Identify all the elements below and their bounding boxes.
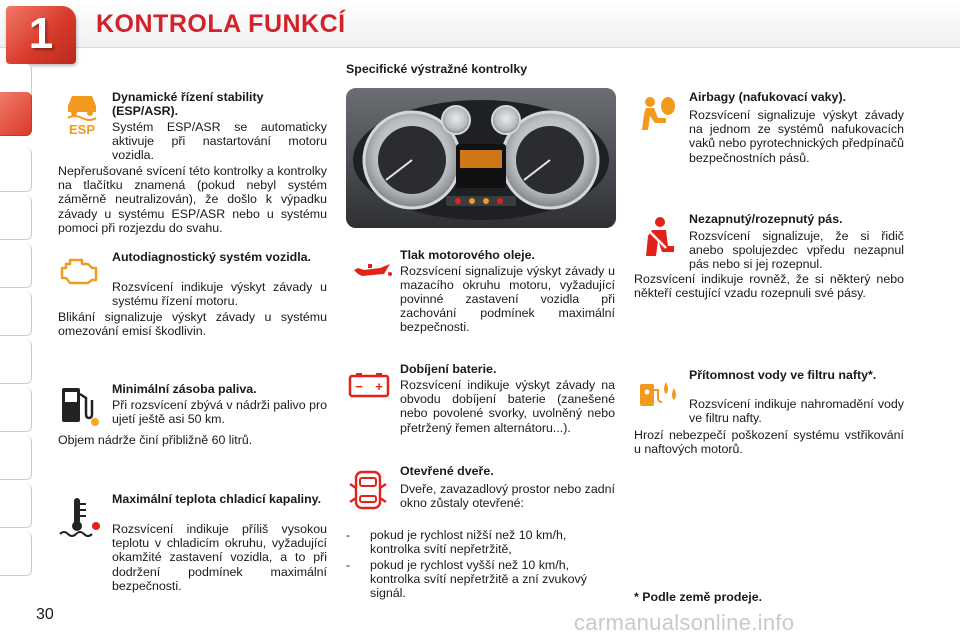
autodiag-text-2: Blikání signalizuje výskyt závady u systému omezování emisí škodlivin. — [58, 310, 327, 339]
water-in-fuel-icon — [636, 372, 680, 412]
doors-bullet-2: - — [346, 558, 351, 572]
coolant-temperature-icon — [58, 496, 102, 540]
oil-can-icon — [350, 258, 394, 280]
doors-item-1: pokud je rychlost nižší než 10 km/h, kontrolka svítí nepřetržitě, — [370, 528, 567, 557]
fuel-text: Při rozsvícení zbývá v nádrži palivo pro ujetí ještě asi 50 km. — [112, 398, 327, 427]
rail-tab[interactable] — [0, 532, 32, 576]
coolant-title: Maximální teplota chladicí kapaliny. — [112, 492, 322, 506]
fuel-pump-icon — [58, 384, 102, 428]
battery-minus-glyph: − — [355, 379, 363, 394]
watermark: carmanualsonline.info — [574, 610, 795, 635]
battery-icon — [348, 372, 390, 398]
battery-plus-glyph: + — [375, 379, 383, 394]
rail-tab[interactable] — [0, 244, 32, 288]
rail-tab[interactable] — [0, 148, 32, 192]
airbag-title: Airbagy (nafukovací vaky). — [689, 90, 847, 104]
autodiag-title: Autodiagnostický systém vozidla. — [112, 250, 311, 264]
airbag-icon — [636, 94, 678, 136]
rail-tab[interactable] — [0, 484, 32, 528]
fuel-text-2: Objem nádrže činí přibližně 60 litrů. — [58, 433, 253, 447]
water-text-2: Hrozí nebezpečí poškození systému vstřikování u naftových motorů. — [634, 428, 904, 457]
belt-title: Nezapnutý/rozepnutý pás. — [689, 212, 843, 226]
chapter-number: 1 — [28, 9, 54, 58]
battery-text: Rozsvícení indikuje výskyt závady na obvodu dobíjení baterie (zanešené nebo povolené svorky, uvolněný nebo přetržený řemen alternátoru...). — [400, 378, 615, 435]
page-title: KONTROLA FUNKCÍ — [96, 10, 346, 38]
belt-text-2: Rozsvícení indikuje rovněž, že si některý nebo někteří cestující vzadu rozepnuli své pásy. — [634, 272, 904, 301]
seat-belt-icon — [638, 216, 678, 260]
door-open-icon — [348, 468, 388, 512]
footnote: * Podle země prodeje. — [634, 590, 763, 604]
rail-tab[interactable] — [0, 292, 32, 336]
doors-title: Otevřené dveře. — [400, 464, 494, 478]
rail-tab-active[interactable] — [0, 92, 32, 136]
doors-bullet-1: - — [346, 528, 351, 542]
oil-text: Rozsvícení signalizuje výskyt závady u mazacího okruhu motoru, vyžadující povinné zastavení vozidla při zachování podmínek maximální bezpečnosti. — [400, 264, 615, 334]
chapter-tab-rail — [0, 64, 34, 624]
rail-tab[interactable] — [0, 388, 32, 432]
rail-tab[interactable] — [0, 196, 32, 240]
water-title: Přítomnost vody ve filtru nafty*. — [689, 368, 877, 382]
belt-text: Rozsvícení signalizuje, že si řidič anebo spolujezdec vpředu nezapnul pás nebo si jej rozepnul. — [689, 229, 904, 272]
oil-title: Tlak motorového oleje. — [400, 248, 535, 262]
esp-icon — [62, 92, 102, 136]
esp-text: Systém ESP/ASR se automaticky aktivuje při nastartování motoru vozidla. — [112, 120, 327, 163]
autodiag-text: Rozsvícení indikuje výskyt závady u systému řízení motoru. — [112, 280, 327, 309]
coolant-text: Rozsvícení indikuje příliš vysokou teplotu v chladicím okruhu, vyžadující okamžité zastavení vozidla, a to při dodržení podmínek maximální bezpečnosti. — [112, 522, 327, 593]
doors-item-2: pokud je rychlost vyšší než 10 km/h, kontrolka svítí nepřetržitě a zní zvukový signál. — [370, 558, 587, 601]
section-heading: Specifické výstražné kontrolky — [346, 62, 528, 76]
airbag-text: Rozsvícení signalizuje výskyt závady na jednom ze systémů nafukovacích vaků nebo pyrotechnických předpínačů bezpečnostních pásů. — [689, 108, 904, 165]
engine-icon — [60, 256, 100, 286]
esp-text-2: Nepřerušované svícení této kontrolky a kontrolky na tlačítku znamená (pokud nebyl systém záměrně neutralizován), že došlo k výpadku závady u systému ESP/ASR nebo u systému pomoci při rozjezdu do svahu. — [58, 164, 327, 235]
esp-icon-label: ESP — [68, 122, 96, 136]
doors-text: Dveře, zavazadlový prostor nebo zadní okno zůstaly otevřené: — [400, 482, 615, 511]
rail-tab[interactable] — [0, 340, 32, 384]
instrument-cluster-image — [346, 88, 616, 228]
battery-title: Dobíjení baterie. — [400, 362, 497, 376]
rail-tab[interactable] — [0, 436, 32, 480]
fuel-title: Minimální zásoba paliva. — [112, 382, 257, 396]
water-text: Rozsvícení indikuje nahromadění vody ve filtru nafty. — [689, 397, 904, 426]
esp-title: Dynamické řízení stability (ESP/ASR). — [112, 90, 264, 119]
page-number: 30 — [36, 606, 54, 623]
